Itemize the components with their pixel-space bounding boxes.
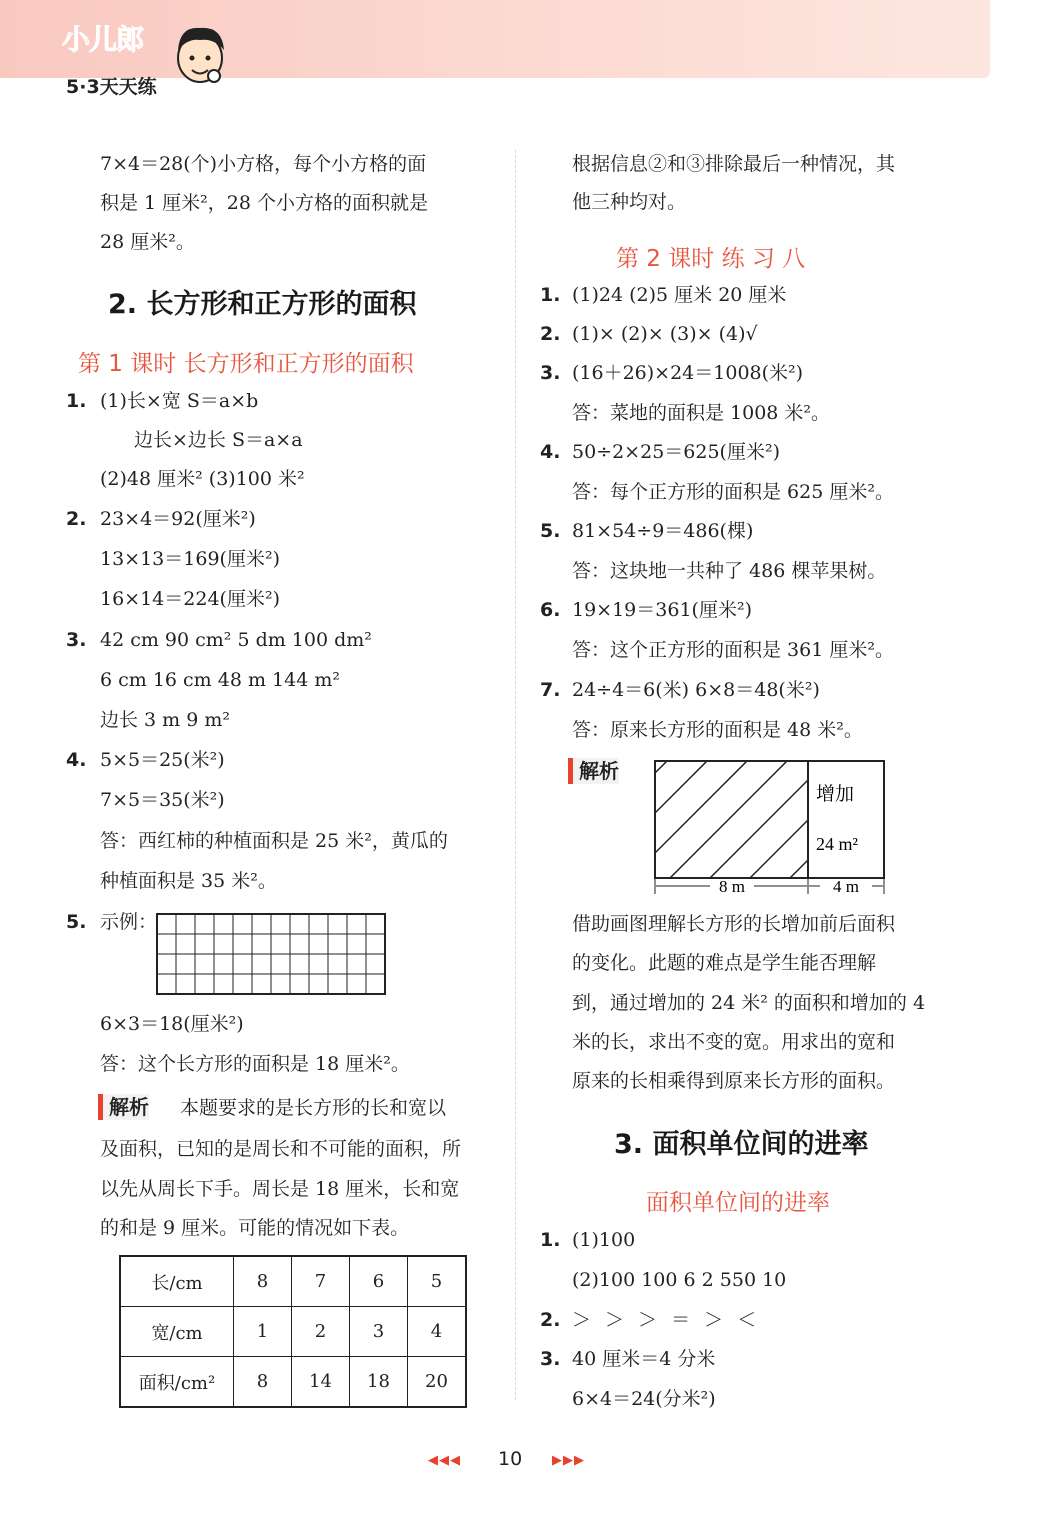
table-cell: 6 — [350, 1256, 408, 1307]
answer-line: (2)48 厘米² (3)100 米² — [100, 468, 305, 490]
answer-line: (1)100 — [572, 1229, 636, 1251]
answer-line: 13×13＝169(厘米²) — [100, 548, 280, 570]
answer-line: 42 cm 90 cm² 5 dm 100 dm² — [100, 629, 372, 651]
prev-arrows-icon: ◀◀◀ — [428, 1453, 461, 1468]
intro-line: 28 厘米²。 — [100, 231, 195, 253]
question-number: 3. — [540, 1348, 561, 1370]
question-number: 2. — [66, 508, 87, 530]
answer-line: (2)100 100 6 2 550 10 — [572, 1269, 787, 1291]
table-cell: 5 — [408, 1256, 467, 1307]
added-label: 增加 — [816, 783, 855, 805]
answer-line: 50÷2×25＝625(厘米²) — [572, 441, 780, 463]
table-cell: 8 — [234, 1357, 292, 1408]
length-label: 4 m — [833, 877, 859, 896]
analysis-line: 本题要求的是长方形的长和宽以 — [180, 1097, 447, 1119]
intro-line: 积是 1 厘米²，28 个小方格的面积就是 — [100, 192, 429, 214]
answer-line: (16＋26)×24＝1008(米²) — [572, 362, 804, 384]
analysis-tag: 解析 — [568, 758, 619, 784]
answer-line: 边长 3 m 9 m² — [100, 709, 230, 731]
question-number: 4. — [66, 749, 87, 771]
area-diagram — [650, 758, 890, 898]
analysis-tag: 解析 — [98, 1094, 149, 1120]
answer-line: 答：西红柿的种植面积是 25 米²，黄瓜的 — [100, 830, 448, 852]
question-number: 2. — [540, 1309, 561, 1331]
answer-line: (1)24 (2)5 厘米 20 厘米 — [572, 284, 787, 306]
lesson-title: 第 1 课时 长方形和正方形的面积 — [78, 351, 414, 377]
question-number: 3. — [66, 629, 87, 651]
answer-line: 6 cm 16 cm 48 m 144 m² — [100, 669, 340, 691]
next-arrows-icon: ▶▶▶ — [552, 1453, 585, 1468]
table-row — [120, 1307, 466, 1357]
answer-line: 答：菜地的面积是 1008 米²。 — [572, 402, 831, 424]
question-number: 4. — [540, 441, 561, 463]
possibility-table — [119, 1255, 467, 1408]
answer-line: 6×4＝24(分米²) — [572, 1388, 716, 1410]
mascot-icon — [170, 20, 230, 96]
answer-line: 答：原来长方形的面积是 48 米²。 — [572, 719, 863, 741]
example-label: 示例： — [100, 911, 158, 933]
analysis-line: 的变化。此题的难点是学生能否理解 — [572, 952, 877, 974]
question-number: 5. — [540, 520, 561, 542]
table-cell: 长/cm — [120, 1256, 234, 1307]
question-number: 5. — [66, 911, 87, 933]
table-row — [120, 1357, 466, 1408]
answer-line: 23×4＝92(厘米²) — [100, 508, 256, 530]
lesson-title: 第 2 课时 练 习 八 — [616, 246, 806, 272]
table-cell: 7 — [292, 1256, 350, 1307]
answer-line: 6×3＝18(厘米²) — [100, 1013, 244, 1035]
answer-line: 答：这块地一共种了 486 棵苹果树。 — [572, 560, 887, 582]
table-cell: 14 — [292, 1357, 350, 1408]
intro-line: 他三种均对。 — [572, 191, 687, 213]
column-divider — [515, 150, 516, 1400]
analysis-line: 借助画图理解长方形的长增加前后面积 — [572, 913, 896, 935]
question-number: 2. — [540, 323, 561, 345]
table-cell: 4 — [408, 1307, 467, 1357]
answer-line: 40 厘米＝4 分米 — [572, 1348, 716, 1370]
analysis-line: 以先从周长下手。周长是 18 厘米，长和宽 — [100, 1178, 460, 1200]
question-number: 1. — [66, 390, 87, 412]
intro-line: 7×4＝28(个)小方格，每个小方格的面 — [100, 153, 427, 175]
table-cell: 20 — [408, 1357, 467, 1408]
header-band — [0, 0, 990, 78]
question-number: 1. — [540, 1229, 561, 1251]
table-cell: 3 — [350, 1307, 408, 1357]
answer-line: 答：每个正方形的面积是 625 厘米²。 — [572, 481, 894, 503]
answer-line: 81×54÷9＝486(棵) — [572, 520, 754, 542]
table-cell: 面积/cm² — [120, 1357, 234, 1408]
analysis-line: 及面积，已知的是周长和不可能的面积，所 — [100, 1138, 462, 1160]
answer-line: 7×5＝35(米²) — [100, 789, 225, 811]
brand-logo: 小儿郎 — [62, 23, 144, 56]
answer-line: 5×5＝25(米²) — [100, 749, 225, 771]
section-title: 3. 面积单位间的进率 — [614, 1129, 869, 1160]
analysis-line: 原来的长相乘得到原来长方形的面积。 — [572, 1070, 896, 1092]
answer-line: 答：这个长方形的面积是 18 厘米²。 — [100, 1053, 410, 1075]
analysis-line: 的和是 9 厘米。可能的情况如下表。 — [100, 1217, 410, 1239]
added-area: 24 m² — [816, 834, 858, 854]
answer-line: 种植面积是 35 米²。 — [100, 870, 277, 892]
table-row — [120, 1256, 466, 1307]
lesson-title: 面积单位间的进率 — [646, 1190, 830, 1216]
answer-line: 19×19＝361(厘米²) — [572, 599, 752, 621]
question-number: 1. — [540, 284, 561, 306]
answer-line: 24÷4＝6(米) 6×8＝48(米²) — [572, 679, 820, 701]
grid-figure — [155, 912, 387, 996]
section-title: 2. 长方形和正方形的面积 — [108, 289, 417, 320]
answer-line: 16×14＝224(厘米²) — [100, 588, 280, 610]
table-cell: 2 — [292, 1307, 350, 1357]
table-cell: 宽/cm — [120, 1307, 234, 1357]
answer-line: ＞ ＞ ＞ ＝ ＞ ＜ — [572, 1309, 761, 1331]
table-cell: 8 — [234, 1256, 292, 1307]
intro-line: 根据信息②和③排除最后一种情况，其 — [572, 153, 896, 175]
question-number: 6. — [540, 599, 561, 621]
table-cell: 1 — [234, 1307, 292, 1357]
series-name: 5·3天天练 — [66, 76, 157, 98]
question-number: 7. — [540, 679, 561, 701]
analysis-line: 米的长，求出不变的宽。用求出的宽和 — [572, 1031, 896, 1053]
page-number: 10 — [498, 1448, 523, 1470]
answer-line: (1)× (2)× (3)× (4)√ — [572, 323, 758, 345]
question-number: 3. — [540, 362, 561, 384]
table-cell: 18 — [350, 1357, 408, 1408]
answer-line: 边长×边长 S＝a×a — [134, 429, 303, 451]
answer-line: 答：这个正方形的面积是 361 厘米²。 — [572, 639, 894, 661]
length-label: 8 m — [719, 877, 745, 896]
answer-line: (1)长×宽 S＝a×b — [100, 390, 259, 412]
analysis-line: 到，通过增加的 24 米² 的面积和增加的 4 — [572, 992, 926, 1014]
